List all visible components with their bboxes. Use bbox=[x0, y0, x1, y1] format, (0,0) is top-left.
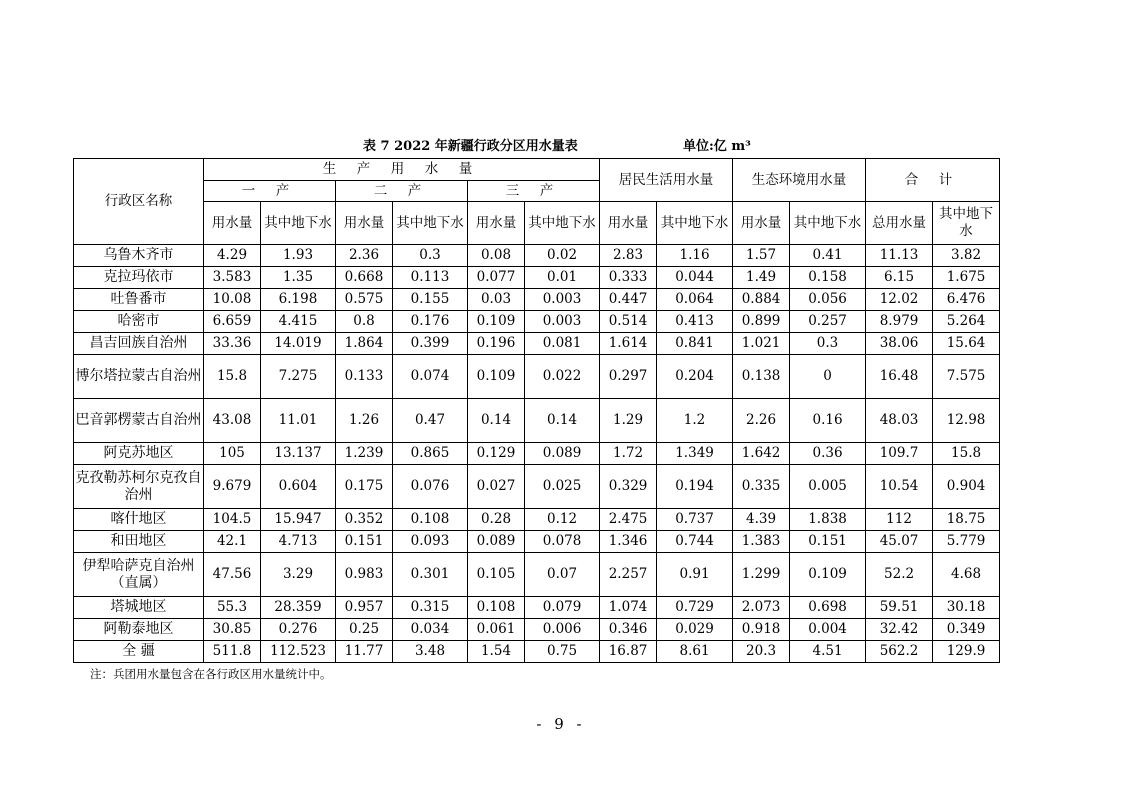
value-cell: 0.109 bbox=[468, 311, 525, 333]
table-body bbox=[74, 159, 1000, 663]
table-caption bbox=[0, 136, 1122, 158]
header-primary: 一 产 bbox=[204, 181, 336, 202]
value-cell: 0.297 bbox=[600, 355, 657, 399]
value-cell: 4.68 bbox=[933, 553, 1000, 597]
table-row bbox=[74, 333, 1000, 355]
value-cell: 0.918 bbox=[733, 619, 790, 641]
region-name-cell: 阿勒泰地区 bbox=[74, 619, 204, 641]
value-cell: 28.359 bbox=[261, 597, 336, 619]
value-cell: 0.983 bbox=[336, 553, 393, 597]
value-cell: 0.079 bbox=[525, 597, 600, 619]
value-cell: 0.399 bbox=[393, 333, 468, 355]
region-name-cell: 博尔塔拉蒙古自治州 bbox=[74, 355, 204, 399]
table-row bbox=[74, 399, 1000, 443]
value-cell: 0.133 bbox=[336, 355, 393, 399]
value-cell: 0.276 bbox=[261, 619, 336, 641]
value-cell: 0.005 bbox=[790, 465, 866, 509]
value-cell: 1.614 bbox=[600, 333, 657, 355]
value-cell: 0.108 bbox=[393, 509, 468, 531]
value-cell: 32.42 bbox=[866, 619, 933, 641]
value-cell: 16.48 bbox=[866, 355, 933, 399]
value-cell: 0.3 bbox=[790, 333, 866, 355]
value-cell: 18.75 bbox=[933, 509, 1000, 531]
table-footnote: 注：兵团用水量包含在各行政区用水量统计中。 bbox=[90, 667, 332, 681]
table-row bbox=[74, 553, 1000, 597]
region-name-cell: 阿克苏地区 bbox=[74, 443, 204, 465]
value-cell: 0.07 bbox=[525, 553, 600, 597]
value-cell: 11.01 bbox=[261, 399, 336, 443]
value-cell: 2.475 bbox=[600, 509, 657, 531]
value-cell: 105 bbox=[204, 443, 261, 465]
value-cell: 7.575 bbox=[933, 355, 1000, 399]
value-cell: 0.061 bbox=[468, 619, 525, 641]
value-cell: 0.604 bbox=[261, 465, 336, 509]
value-cell: 6.198 bbox=[261, 289, 336, 311]
value-cell: 42.1 bbox=[204, 531, 261, 553]
value-cell: 0.899 bbox=[733, 311, 790, 333]
value-cell: 0.8 bbox=[336, 311, 393, 333]
value-cell: 0.668 bbox=[336, 267, 393, 289]
value-cell: 0.074 bbox=[393, 355, 468, 399]
value-cell: 3.583 bbox=[204, 267, 261, 289]
value-cell: 0.904 bbox=[933, 465, 1000, 509]
value-cell: 0.151 bbox=[336, 531, 393, 553]
value-cell: 0.196 bbox=[468, 333, 525, 355]
value-cell: 0.841 bbox=[657, 333, 733, 355]
value-cell: 47.56 bbox=[204, 553, 261, 597]
table-row bbox=[74, 245, 1000, 267]
table-row bbox=[74, 443, 1000, 465]
header-ecological-groundwater: 其中地下水 bbox=[790, 202, 866, 245]
header-residential-groundwater: 其中地下水 bbox=[657, 202, 733, 245]
value-cell: 0.078 bbox=[525, 531, 600, 553]
value-cell: 0.08 bbox=[468, 245, 525, 267]
value-cell: 1.49 bbox=[733, 267, 790, 289]
value-cell: 3.82 bbox=[933, 245, 1000, 267]
value-cell: 0.25 bbox=[336, 619, 393, 641]
value-cell: 1.57 bbox=[733, 245, 790, 267]
value-cell: 0.006 bbox=[525, 619, 600, 641]
value-cell: 0.003 bbox=[525, 289, 600, 311]
value-cell: 48.03 bbox=[866, 399, 933, 443]
value-cell: 0.36 bbox=[790, 443, 866, 465]
table-row bbox=[74, 619, 1000, 641]
value-cell: 2.36 bbox=[336, 245, 393, 267]
value-cell: 1.239 bbox=[336, 443, 393, 465]
value-cell: 0.105 bbox=[468, 553, 525, 597]
value-cell: 2.83 bbox=[600, 245, 657, 267]
value-cell: 45.07 bbox=[866, 531, 933, 553]
table-title: 表 7 2022 年新疆行政分区用水量表 bbox=[363, 139, 578, 154]
value-cell: 1.383 bbox=[733, 531, 790, 553]
header-total-water-use: 总用水量 bbox=[866, 202, 933, 245]
value-cell: 4.51 bbox=[790, 641, 866, 663]
region-name-cell: 巴音郭楞蒙古自治州 bbox=[74, 399, 204, 443]
header-row-1 bbox=[74, 159, 1000, 181]
region-name-cell: 克拉玛依市 bbox=[74, 267, 204, 289]
value-cell: 2.26 bbox=[733, 399, 790, 443]
value-cell: 0.16 bbox=[790, 399, 866, 443]
value-cell: 0.081 bbox=[525, 333, 600, 355]
value-cell: 12.98 bbox=[933, 399, 1000, 443]
header-row-3 bbox=[74, 202, 1000, 245]
header-tertiary-water-use: 用水量 bbox=[468, 202, 525, 245]
value-cell: 4.415 bbox=[261, 311, 336, 333]
value-cell: 0.158 bbox=[790, 267, 866, 289]
value-cell: 0.077 bbox=[468, 267, 525, 289]
value-cell: 0.698 bbox=[790, 597, 866, 619]
value-cell: 10.54 bbox=[866, 465, 933, 509]
header-production: 生 产 用 水 量 bbox=[204, 159, 600, 181]
value-cell: 0.349 bbox=[933, 619, 1000, 641]
value-cell: 0.91 bbox=[657, 553, 733, 597]
value-cell: 0.3 bbox=[393, 245, 468, 267]
value-cell: 1.54 bbox=[468, 641, 525, 663]
value-cell: 0.109 bbox=[790, 553, 866, 597]
value-cell: 0.003 bbox=[525, 311, 600, 333]
value-cell: 0.257 bbox=[790, 311, 866, 333]
value-cell: 11.77 bbox=[336, 641, 393, 663]
value-cell: 0.14 bbox=[525, 399, 600, 443]
region-name-cell: 乌鲁木齐市 bbox=[74, 245, 204, 267]
value-cell: 0.413 bbox=[657, 311, 733, 333]
value-cell: 0.333 bbox=[600, 267, 657, 289]
value-cell: 0.329 bbox=[600, 465, 657, 509]
value-cell: 1.2 bbox=[657, 399, 733, 443]
value-cell: 0.02 bbox=[525, 245, 600, 267]
value-cell: 1.675 bbox=[933, 267, 1000, 289]
value-cell: 16.87 bbox=[600, 641, 657, 663]
value-cell: 33.36 bbox=[204, 333, 261, 355]
value-cell: 129.9 bbox=[933, 641, 1000, 663]
value-cell: 43.08 bbox=[204, 399, 261, 443]
value-cell: 1.021 bbox=[733, 333, 790, 355]
value-cell: 5.779 bbox=[933, 531, 1000, 553]
value-cell: 112.523 bbox=[261, 641, 336, 663]
table-row bbox=[74, 267, 1000, 289]
value-cell: 0.346 bbox=[600, 619, 657, 641]
table-row bbox=[74, 289, 1000, 311]
value-cell: 13.137 bbox=[261, 443, 336, 465]
value-cell: 0 bbox=[790, 355, 866, 399]
value-cell: 1.642 bbox=[733, 443, 790, 465]
header-ecological-water-use: 用水量 bbox=[733, 202, 790, 245]
header-secondary-groundwater: 其中地下水 bbox=[393, 202, 468, 245]
value-cell: 6.15 bbox=[866, 267, 933, 289]
value-cell: 52.2 bbox=[866, 553, 933, 597]
region-name-cell: 喀什地区 bbox=[74, 509, 204, 531]
table-row bbox=[74, 597, 1000, 619]
header-total: 合 计 bbox=[866, 159, 1000, 202]
value-cell: 0.28 bbox=[468, 509, 525, 531]
value-cell: 0.352 bbox=[336, 509, 393, 531]
value-cell: 0.301 bbox=[393, 553, 468, 597]
value-cell: 1.93 bbox=[261, 245, 336, 267]
region-name-cell: 塔城地区 bbox=[74, 597, 204, 619]
water-use-table bbox=[73, 158, 1000, 663]
table-row bbox=[74, 531, 1000, 553]
value-cell: 2.257 bbox=[600, 553, 657, 597]
value-cell: 0.109 bbox=[468, 355, 525, 399]
value-cell: 0.155 bbox=[393, 289, 468, 311]
region-name-cell: 克孜勒苏柯尔克孜自治州 bbox=[74, 465, 204, 509]
value-cell: 9.679 bbox=[204, 465, 261, 509]
value-cell: 4.713 bbox=[261, 531, 336, 553]
value-cell: 1.72 bbox=[600, 443, 657, 465]
value-cell: 10.08 bbox=[204, 289, 261, 311]
value-cell: 15.8 bbox=[204, 355, 261, 399]
value-cell: 15.947 bbox=[261, 509, 336, 531]
value-cell: 0.315 bbox=[393, 597, 468, 619]
value-cell: 0.151 bbox=[790, 531, 866, 553]
table-unit: 单位:亿 m³ bbox=[683, 139, 751, 154]
value-cell: 0.14 bbox=[468, 399, 525, 443]
value-cell: 1.349 bbox=[657, 443, 733, 465]
value-cell: 109.7 bbox=[866, 443, 933, 465]
value-cell: 0.865 bbox=[393, 443, 468, 465]
value-cell: 2.073 bbox=[733, 597, 790, 619]
value-cell: 0.034 bbox=[393, 619, 468, 641]
value-cell: 12.02 bbox=[866, 289, 933, 311]
value-cell: 0.129 bbox=[468, 443, 525, 465]
value-cell: 0.056 bbox=[790, 289, 866, 311]
value-cell: 562.2 bbox=[866, 641, 933, 663]
region-name-cell: 全 疆 bbox=[74, 641, 204, 663]
header-region: 行政区名称 bbox=[74, 159, 204, 245]
value-cell: 30.85 bbox=[204, 619, 261, 641]
table-row bbox=[74, 311, 1000, 333]
value-cell: 14.019 bbox=[261, 333, 336, 355]
value-cell: 0.089 bbox=[525, 443, 600, 465]
value-cell: 0.335 bbox=[733, 465, 790, 509]
value-cell: 0.514 bbox=[600, 311, 657, 333]
page-number: - 9 - bbox=[536, 715, 586, 733]
value-cell: 1.16 bbox=[657, 245, 733, 267]
table-row bbox=[74, 641, 1000, 663]
value-cell: 3.29 bbox=[261, 553, 336, 597]
value-cell: 0.175 bbox=[336, 465, 393, 509]
value-cell: 0.089 bbox=[468, 531, 525, 553]
header-secondary: 二 产 bbox=[336, 181, 468, 202]
value-cell: 0.138 bbox=[733, 355, 790, 399]
value-cell: 0.025 bbox=[525, 465, 600, 509]
value-cell: 0.176 bbox=[393, 311, 468, 333]
value-cell: 0.744 bbox=[657, 531, 733, 553]
value-cell: 1.26 bbox=[336, 399, 393, 443]
value-cell: 0.194 bbox=[657, 465, 733, 509]
value-cell: 0.12 bbox=[525, 509, 600, 531]
value-cell: 0.447 bbox=[600, 289, 657, 311]
value-cell: 15.8 bbox=[933, 443, 1000, 465]
value-cell: 4.39 bbox=[733, 509, 790, 531]
header-primary-groundwater: 其中地下水 bbox=[261, 202, 336, 245]
table-row bbox=[74, 465, 1000, 509]
value-cell: 112 bbox=[866, 509, 933, 531]
value-cell: 6.476 bbox=[933, 289, 1000, 311]
value-cell: 0.47 bbox=[393, 399, 468, 443]
header-secondary-water-use: 用水量 bbox=[336, 202, 393, 245]
value-cell: 3.48 bbox=[393, 641, 468, 663]
value-cell: 0.076 bbox=[393, 465, 468, 509]
value-cell: 0.113 bbox=[393, 267, 468, 289]
value-cell: 55.3 bbox=[204, 597, 261, 619]
header-tertiary: 三 产 bbox=[468, 181, 600, 202]
header-primary-water-use: 用水量 bbox=[204, 202, 261, 245]
header-tertiary-groundwater: 其中地下水 bbox=[525, 202, 600, 245]
header-residential-water-use: 用水量 bbox=[600, 202, 657, 245]
header-total-groundwater: 其中地下水 bbox=[933, 202, 1000, 245]
value-cell: 0.027 bbox=[468, 465, 525, 509]
value-cell: 0.108 bbox=[468, 597, 525, 619]
value-cell: 1.074 bbox=[600, 597, 657, 619]
value-cell: 0.204 bbox=[657, 355, 733, 399]
value-cell: 38.06 bbox=[866, 333, 933, 355]
header-ecological: 生态环境用水量 bbox=[733, 159, 866, 202]
header-residential: 居民生活用水量 bbox=[600, 159, 733, 202]
value-cell: 0.01 bbox=[525, 267, 600, 289]
value-cell: 1.864 bbox=[336, 333, 393, 355]
value-cell: 0.575 bbox=[336, 289, 393, 311]
value-cell: 511.8 bbox=[204, 641, 261, 663]
value-cell: 0.41 bbox=[790, 245, 866, 267]
value-cell: 1.29 bbox=[600, 399, 657, 443]
value-cell: 0.737 bbox=[657, 509, 733, 531]
value-cell: 0.004 bbox=[790, 619, 866, 641]
value-cell: 1.346 bbox=[600, 531, 657, 553]
value-cell: 5.264 bbox=[933, 311, 1000, 333]
value-cell: 6.659 bbox=[204, 311, 261, 333]
value-cell: 8.61 bbox=[657, 641, 733, 663]
value-cell: 0.729 bbox=[657, 597, 733, 619]
value-cell: 1.35 bbox=[261, 267, 336, 289]
value-cell: 7.275 bbox=[261, 355, 336, 399]
region-name-cell: 昌吉回族自治州 bbox=[74, 333, 204, 355]
value-cell: 1.299 bbox=[733, 553, 790, 597]
table-row bbox=[74, 355, 1000, 399]
value-cell: 4.29 bbox=[204, 245, 261, 267]
value-cell: 0.03 bbox=[468, 289, 525, 311]
value-cell: 30.18 bbox=[933, 597, 1000, 619]
region-name-cell: 哈密市 bbox=[74, 311, 204, 333]
value-cell: 20.3 bbox=[733, 641, 790, 663]
value-cell: 59.51 bbox=[866, 597, 933, 619]
value-cell: 8.979 bbox=[866, 311, 933, 333]
table-row bbox=[74, 509, 1000, 531]
value-cell: 0.884 bbox=[733, 289, 790, 311]
value-cell: 1.838 bbox=[790, 509, 866, 531]
region-name-cell: 吐鲁番市 bbox=[74, 289, 204, 311]
region-name-cell: 伊犁哈萨克自治州（直属） bbox=[74, 553, 204, 597]
value-cell: 0.75 bbox=[525, 641, 600, 663]
value-cell: 104.5 bbox=[204, 509, 261, 531]
region-name-cell: 和田地区 bbox=[74, 531, 204, 553]
value-cell: 0.093 bbox=[393, 531, 468, 553]
value-cell: 15.64 bbox=[933, 333, 1000, 355]
value-cell: 0.957 bbox=[336, 597, 393, 619]
value-cell: 0.044 bbox=[657, 267, 733, 289]
value-cell: 11.13 bbox=[866, 245, 933, 267]
value-cell: 0.029 bbox=[657, 619, 733, 641]
value-cell: 0.022 bbox=[525, 355, 600, 399]
value-cell: 0.064 bbox=[657, 289, 733, 311]
